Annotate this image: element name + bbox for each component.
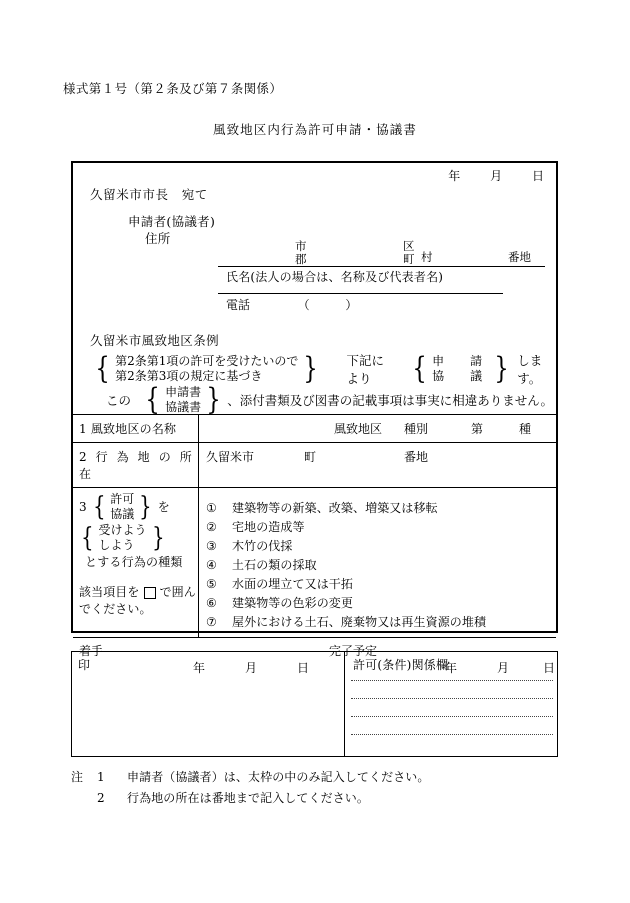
row2-value-cell[interactable] bbox=[199, 443, 556, 487]
note-tag-spacer bbox=[71, 788, 97, 809]
note-row bbox=[71, 788, 430, 809]
row1-shu-label: 種 bbox=[519, 422, 532, 436]
address-ward-town bbox=[403, 240, 415, 265]
name-label: 氏名(法人の場合は、名称及び代表者名) bbox=[226, 270, 444, 284]
clause-kono: この bbox=[106, 393, 132, 408]
row3-tosuru-text: とする行為の種類 bbox=[85, 555, 183, 569]
date-day-label: 日 bbox=[531, 169, 544, 183]
clause-statement: 、添付書類及び図書の記載事項は事実に相違ありません。 bbox=[227, 393, 553, 408]
action-type-list bbox=[206, 493, 556, 632]
addressee: 久留米市市長 宛て bbox=[90, 187, 208, 202]
form-table bbox=[73, 414, 556, 677]
telephone-entry-row[interactable] bbox=[226, 296, 357, 313]
row1-fuchi-label: 風致地区 bbox=[334, 422, 383, 436]
row1-value-cell[interactable] bbox=[199, 415, 556, 442]
start-month-label: 月 bbox=[245, 661, 258, 675]
note-index: 2 bbox=[97, 791, 105, 805]
item-text: 土石の類の採取 bbox=[232, 558, 317, 572]
address-banchi-label: 番地 bbox=[508, 250, 531, 264]
telephone-label: 電話 bbox=[226, 298, 251, 312]
address-city-county bbox=[295, 240, 307, 265]
telephone-paren-close: ） bbox=[345, 298, 358, 312]
item-number: ⑦ bbox=[206, 615, 217, 629]
clause-option-group-b[interactable]: { 申 請 協 議 } bbox=[412, 351, 509, 386]
list-item[interactable] bbox=[206, 575, 556, 594]
clause-option-a2[interactable]: 第2条第3項の規定に基づき bbox=[115, 369, 263, 383]
item-number: ⑥ bbox=[206, 596, 217, 610]
telephone-paren-open: （ bbox=[297, 298, 310, 312]
row2-banchi-label: 番地 bbox=[404, 450, 429, 464]
note-index: 1 bbox=[97, 770, 105, 784]
table-row bbox=[73, 487, 556, 637]
note-text: 行為地の所在は番地まで記入してください。 bbox=[127, 791, 370, 805]
footer-notes bbox=[71, 767, 430, 809]
clause-option-b2[interactable]: 協 議 bbox=[432, 369, 490, 383]
item-number: ⑤ bbox=[206, 577, 217, 591]
row3-option-shiyou[interactable]: しよう bbox=[98, 538, 135, 552]
row3-option-ukeyou[interactable]: 受けよう bbox=[98, 523, 147, 537]
complete-year-label: 年 bbox=[445, 661, 458, 675]
clause-option-group-a[interactable]: { 第2条第1項の許可を受けたいので 第2条第3項の規定に基づき } bbox=[95, 351, 319, 386]
ordinance-clause-line1 bbox=[93, 351, 556, 387]
applicant-label: 申請者(協議者) bbox=[128, 214, 216, 229]
row2-label: 2 行 為 地 の 所 在 bbox=[73, 443, 199, 487]
permit-rule bbox=[351, 734, 553, 735]
item-text: 建築物等の色彩の変更 bbox=[232, 596, 354, 610]
permit-label: 許可(条件)関係欄 bbox=[353, 658, 449, 672]
ordinance-title: 久留米市風致地区条例 bbox=[90, 333, 220, 348]
ordinance-clause-line2 bbox=[106, 382, 553, 417]
complete-day-label: 日 bbox=[543, 661, 556, 675]
permit-rule bbox=[351, 716, 553, 717]
address-village-label: 村 bbox=[421, 250, 433, 264]
address-city-label: 市 bbox=[295, 239, 307, 253]
row3-action-choice[interactable]: { 受けよう しよう } bbox=[81, 523, 165, 553]
square-box-icon bbox=[144, 587, 156, 599]
address-ward-label: 区 bbox=[403, 239, 415, 253]
clause-tail-text: します。 bbox=[517, 353, 543, 386]
list-item[interactable] bbox=[206, 556, 556, 575]
row3-number: 3 bbox=[79, 500, 87, 514]
form-number: 様式第１号（第２条及び第７条関係） bbox=[63, 81, 283, 96]
item-number: ④ bbox=[206, 558, 217, 572]
row3-label-cell bbox=[73, 488, 199, 637]
row2-city-value: 久留米市 bbox=[206, 450, 255, 464]
note-tag: 注 bbox=[71, 770, 84, 784]
clause-option-c2[interactable]: 協議書 bbox=[165, 400, 202, 414]
address-county-label: 郡 bbox=[295, 251, 307, 266]
clause-option-c1[interactable]: 申請書 bbox=[165, 385, 202, 399]
item-number: ③ bbox=[206, 539, 217, 553]
permit-box[interactable] bbox=[345, 652, 557, 756]
clause-option-a1[interactable]: 第2条第1項の許可を受けたいので bbox=[115, 354, 299, 368]
table-row bbox=[73, 442, 556, 487]
address-rule bbox=[218, 266, 545, 267]
item-number: ① bbox=[206, 501, 217, 515]
date-header bbox=[448, 167, 544, 184]
complete-month-label: 月 bbox=[497, 661, 510, 675]
document-title: 風致地区内行為許可申請・協議書 bbox=[212, 122, 417, 137]
row1-shubetsu-label: 種別 bbox=[404, 422, 429, 436]
note-text: 申請者（協議者）は、太枠の中のみ記入してください。 bbox=[127, 770, 430, 784]
item-text: 水面の埋立て又は干拓 bbox=[232, 577, 354, 591]
seal-label: 印 bbox=[78, 658, 91, 672]
row3-instruction-before: 該当項目を bbox=[79, 585, 140, 599]
permit-rule bbox=[351, 680, 553, 681]
list-item[interactable] bbox=[206, 537, 556, 556]
row3-instruction-after: で囲んでください。 bbox=[79, 585, 196, 616]
list-item[interactable] bbox=[206, 613, 556, 632]
address-label: 住所 bbox=[145, 231, 171, 246]
start-label: 着手 bbox=[79, 644, 104, 658]
date-month-label: 月 bbox=[490, 169, 503, 183]
list-item[interactable] bbox=[206, 594, 556, 613]
row3-option-kyoka[interactable]: 許可 bbox=[110, 492, 135, 506]
list-item[interactable] bbox=[206, 518, 556, 537]
row1-dai-label: 第 bbox=[471, 422, 484, 436]
clause-middle-text: 下記により bbox=[346, 353, 384, 386]
row3-permit-choice[interactable]: 3 { 許可 協議 } を bbox=[79, 492, 170, 522]
item-text: 宅地の造成等 bbox=[232, 520, 305, 534]
address-town-label: 町 bbox=[403, 251, 415, 266]
note-row bbox=[71, 767, 430, 788]
row3-option-kyogi[interactable]: 協議 bbox=[110, 507, 135, 521]
date-year-label: 年 bbox=[448, 169, 461, 183]
row3-items-cell bbox=[199, 488, 556, 637]
start-year-label: 年 bbox=[193, 661, 206, 675]
name-rule bbox=[218, 293, 503, 294]
list-item[interactable] bbox=[206, 499, 556, 518]
bottom-boxes bbox=[71, 651, 558, 757]
item-text: 木竹の伐採 bbox=[232, 539, 293, 553]
row2-machi-label: 町 bbox=[304, 450, 317, 464]
table-row bbox=[73, 414, 556, 442]
row3-particle-wo: を bbox=[157, 500, 170, 514]
item-text: 屋外における土石、廃棄物又は再生資源の堆積 bbox=[232, 615, 487, 629]
start-day-label: 日 bbox=[297, 661, 310, 675]
clause-option-group-c[interactable]: { 申請書 協議書 } bbox=[145, 382, 221, 417]
permit-rule bbox=[351, 698, 553, 699]
item-text: 建築物等の新築、改築、増築又は移転 bbox=[232, 501, 438, 515]
complete-label: 完了予定 bbox=[329, 644, 378, 658]
row1-label: 1 風致地区の名称 bbox=[73, 415, 199, 442]
clause-option-b1[interactable]: 申 請 bbox=[432, 354, 490, 368]
address-entry-row[interactable] bbox=[218, 239, 545, 267]
seal-box[interactable] bbox=[72, 652, 345, 756]
item-number: ② bbox=[206, 520, 217, 534]
row3-instruction bbox=[79, 584, 198, 618]
